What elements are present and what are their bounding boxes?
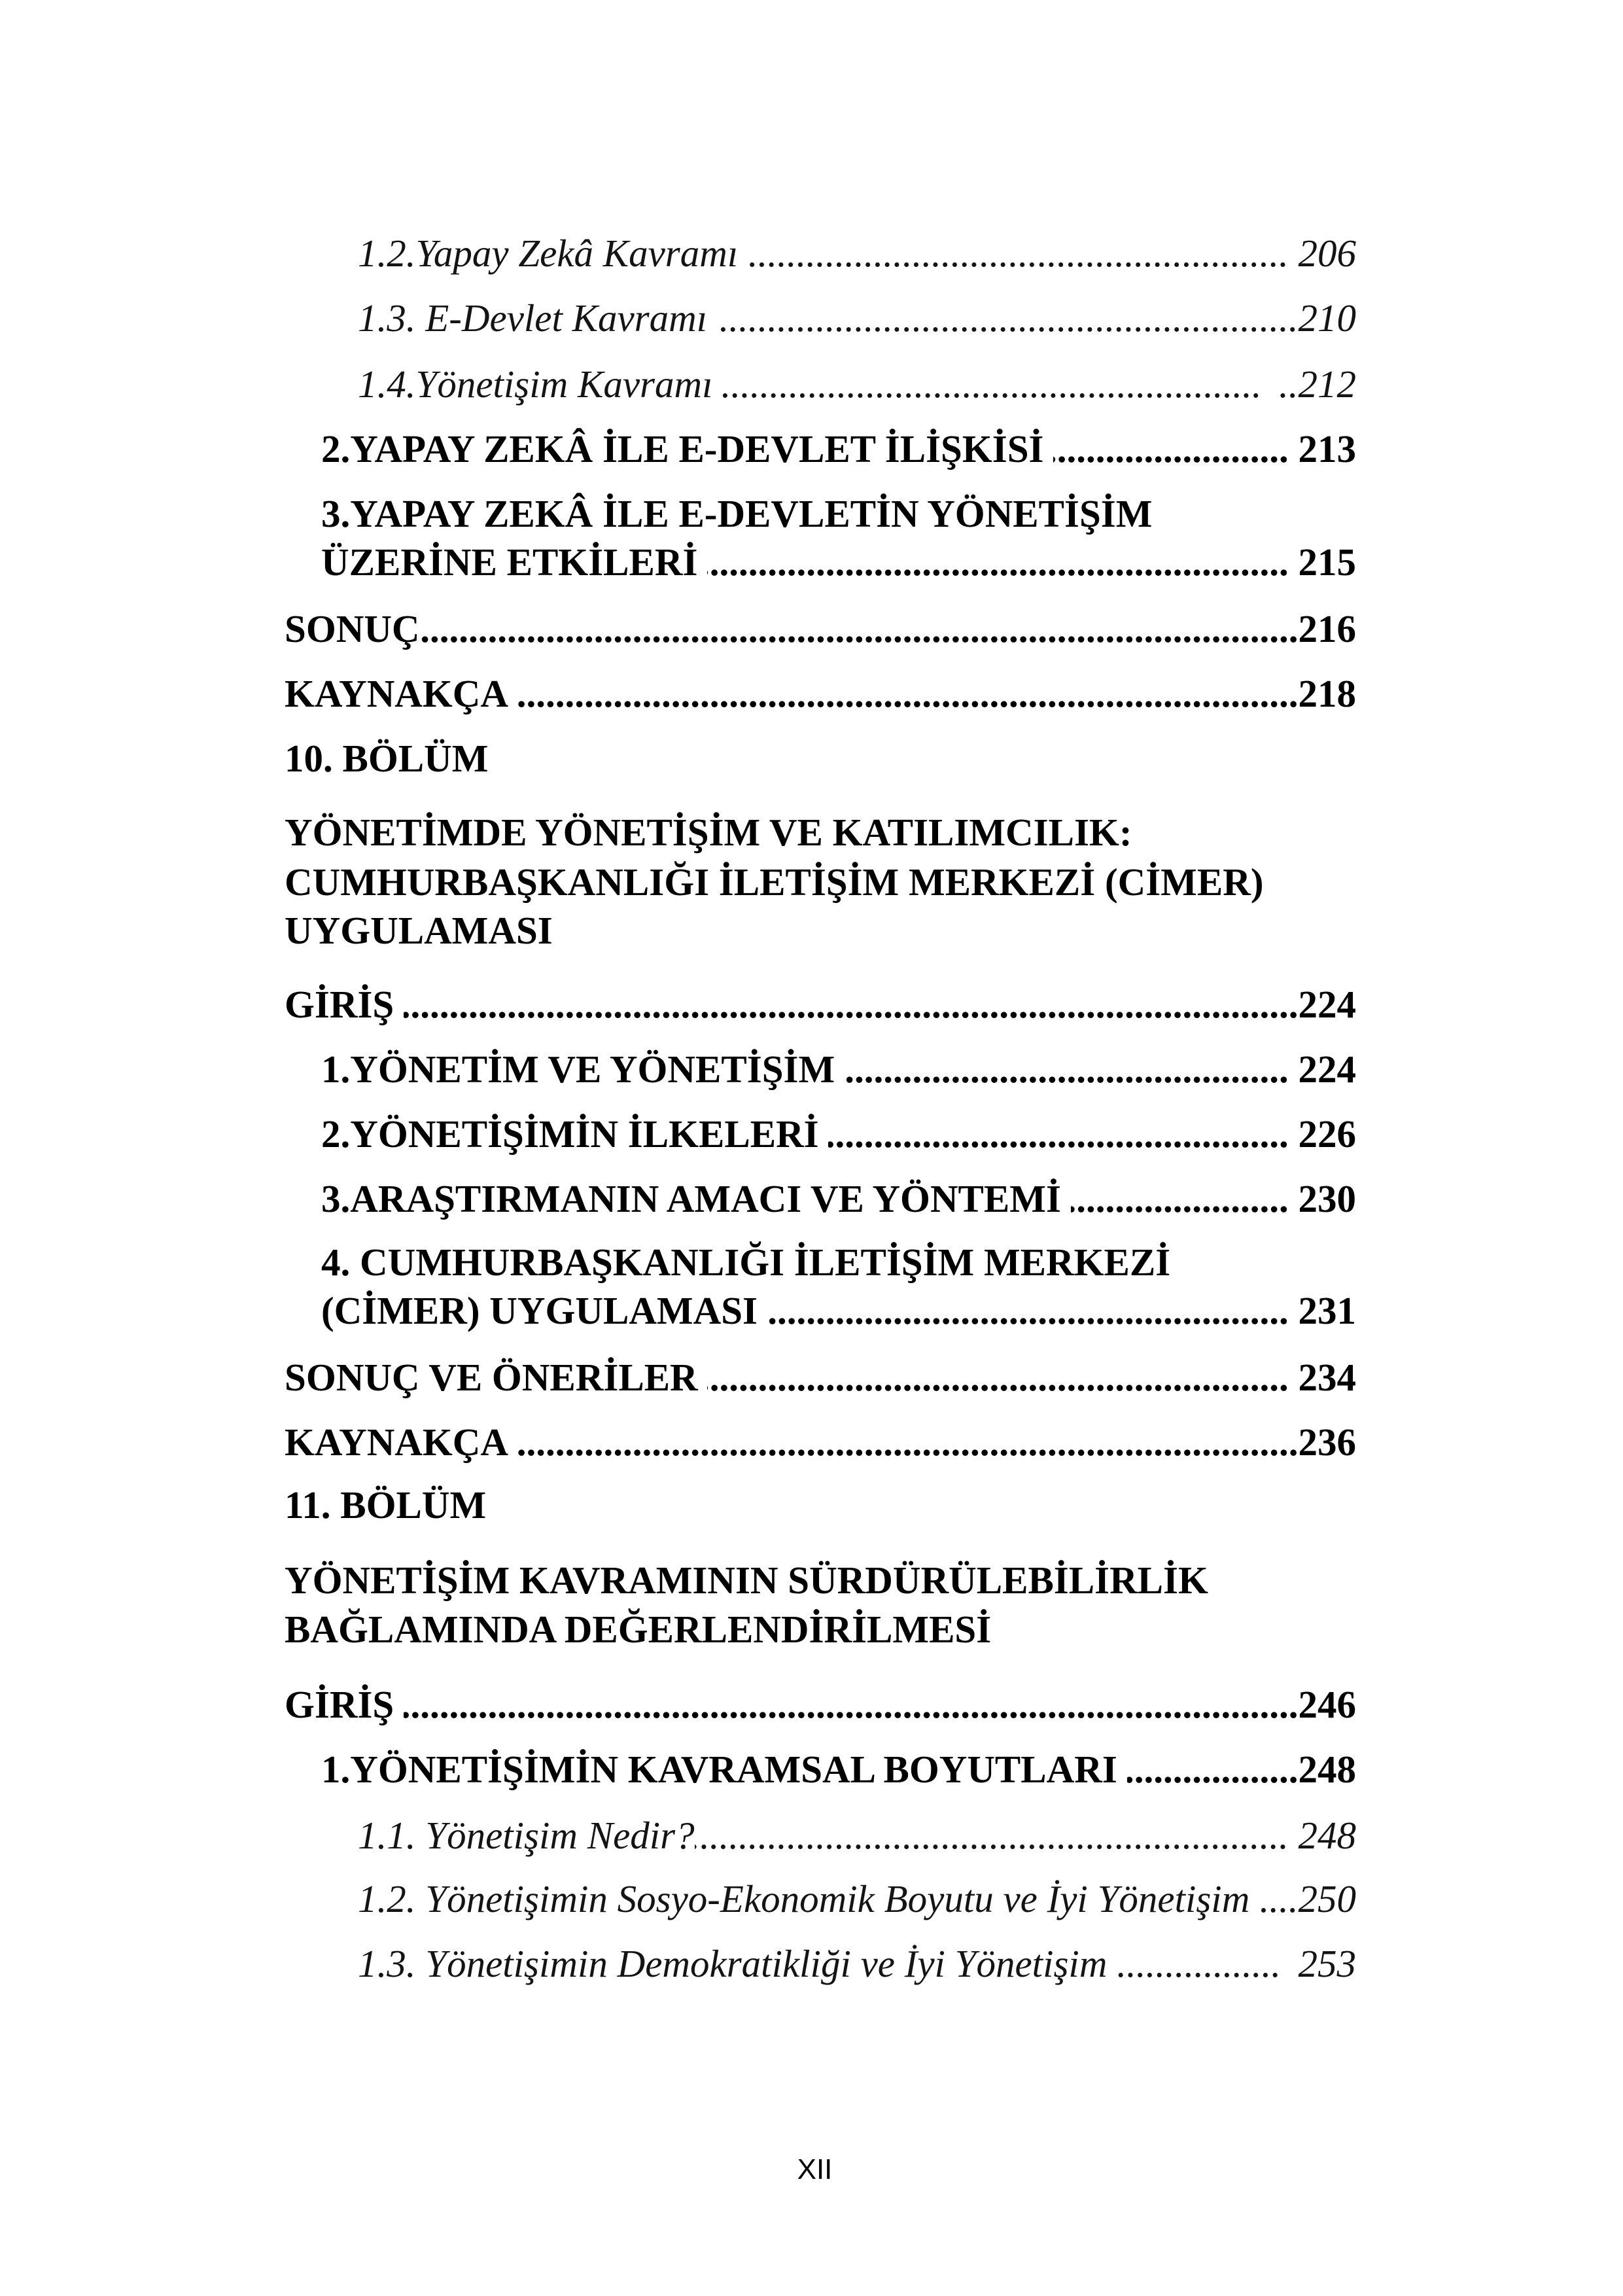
toc-leader — [1053, 425, 1289, 474]
chapter-title-line — [285, 1556, 1356, 1605]
toc-entry-page: 248 — [1298, 1748, 1356, 1791]
toc-entry — [321, 1110, 1356, 1159]
toc-entry — [358, 360, 1356, 409]
toc-entry-page: 236 — [1298, 1421, 1356, 1464]
toc-entry-page: 216 — [1298, 607, 1356, 650]
toc-leader — [695, 1811, 1289, 1860]
toc-entry — [285, 1680, 1356, 1729]
toc-leader — [420, 605, 1299, 654]
toc-entry-page: 213 — [1298, 427, 1356, 470]
page-number: XII — [797, 2153, 833, 2185]
toc-entry — [358, 1811, 1356, 1860]
toc-entry-page: 224 — [1298, 983, 1356, 1026]
toc-leader — [707, 538, 1289, 587]
chapter-title-line — [285, 906, 1356, 955]
toc-entry-title: GİRİŞ — [285, 1683, 394, 1726]
toc-leader — [717, 294, 1299, 343]
toc-entry-title: 1.1. Yönetişim Nedir? — [358, 1814, 695, 1857]
toc-entry-title: 2.YAPAY ZEKÂ İLE E-DEVLET İLİŞKİSİ — [321, 427, 1044, 470]
toc-entry — [321, 1045, 1356, 1094]
toc-entry — [285, 605, 1356, 654]
toc-leader — [1117, 1939, 1281, 1988]
toc-entry-title: 3.ARAŞTIRMANIN AMACI VE YÖNTEMİ — [321, 1177, 1061, 1220]
toc-entry — [321, 1745, 1356, 1794]
chapter-label — [285, 1481, 1356, 1530]
toc-entry-title: 1.YÖNETİM VE YÖNETİŞİM — [321, 1048, 835, 1091]
toc-entry-title: (CİMER) UYGULAMASI — [321, 1289, 758, 1332]
toc-entry-page: 215 — [1298, 540, 1356, 584]
toc-entry-title: 1.3. Yönetişimin Demokratikliği ve İyi Yönetişim — [358, 1942, 1108, 1985]
chapter-title-text: YÖNETİMDE YÖNETİŞİM VE KATILIMCILIK: — [285, 811, 1132, 854]
toc-entry-page: 246 — [1298, 1683, 1356, 1726]
chapter-title-text: CUMHURBAŞKANLIĞI İLETİŞİM MERKEZİ (CİMER) — [285, 860, 1264, 904]
toc-entry-title: ÜZERİNE ETKİLERİ — [321, 540, 698, 584]
toc-entry — [321, 1286, 1356, 1335]
toc-entry — [285, 669, 1356, 718]
toc-leader — [1259, 1875, 1298, 1924]
toc-entry — [321, 425, 1356, 474]
toc-entry-page: 206 — [1298, 232, 1356, 275]
toc-leader — [828, 1110, 1288, 1159]
toc-entry-title: GİRİŞ — [285, 983, 394, 1026]
toc-entry — [358, 1875, 1356, 1924]
toc-entry — [321, 538, 1356, 587]
chapter-title-text: UYGULAMASI — [285, 909, 553, 952]
toc-entry-title: SONUÇ — [285, 607, 420, 650]
toc-entry-title: 1.2. Yönetişimin Sosyo-Ekonomik Boyutu ve İyi Yönetişim — [358, 1877, 1250, 1920]
toc-entry-page: 230 — [1298, 1177, 1356, 1220]
toc-leader — [518, 1418, 1299, 1467]
toc-leader — [518, 669, 1299, 718]
toc-leader — [404, 980, 1299, 1029]
toc-leader — [722, 360, 1261, 409]
toc-leader — [767, 1286, 1289, 1335]
toc-entry — [358, 1939, 1356, 1988]
chapter-title-text: BAĞLAMINDA DEĞERLENDİRİLMESİ — [285, 1608, 992, 1651]
chapter-label-text: 11. BÖLÜM — [285, 1483, 487, 1527]
toc-entry-page: 248 — [1298, 1814, 1356, 1857]
toc-entry-title: 1.2.Yapay Zekâ Kavramı — [358, 232, 739, 275]
toc-leader — [1071, 1174, 1289, 1224]
toc-entry-title: KAYNAKÇA — [285, 1421, 509, 1464]
chapter-label-text: 10. BÖLÜM — [285, 737, 489, 780]
chapter-title-line — [285, 808, 1356, 857]
toc-entry-page: 231 — [1298, 1289, 1356, 1332]
toc-entry-page: 210 — [1298, 296, 1356, 340]
toc-leader — [845, 1045, 1289, 1094]
chapter-title-line — [285, 1605, 1356, 1654]
toc-entry — [358, 294, 1356, 343]
toc-entry-title: 4. CUMHURBAŞKANLIĞI İLETİŞİM MERKEZİ — [321, 1241, 1171, 1284]
toc-entry-first-line — [321, 489, 1356, 539]
chapter-title-text: YÖNETİŞİM KAVRAMININ SÜRDÜRÜLEBİLİRLİK — [285, 1559, 1208, 1602]
toc-entry-title: 1.3. E-Devlet Kavramı — [358, 296, 708, 340]
toc-entry-title: 2.YÖNETİŞİMİN İLKELERİ — [321, 1112, 819, 1156]
toc-entry-page: 218 — [1298, 672, 1356, 715]
toc-entry — [285, 1418, 1356, 1467]
toc-entry-title: KAYNAKÇA — [285, 672, 509, 715]
toc-leader — [748, 229, 1289, 278]
toc-entry — [285, 980, 1356, 1029]
toc-entry-title: 1.YÖNETİŞİMİN KAVRAMSAL BOYUTLARI — [321, 1748, 1117, 1791]
toc-entry-page: .. 212 — [1279, 360, 1356, 409]
toc-entry-page: 253 — [1298, 1942, 1356, 1985]
toc-entry-page: 234 — [1298, 1356, 1356, 1399]
toc-entry-page: 224 — [1298, 1048, 1356, 1091]
toc-entry — [285, 1353, 1356, 1402]
chapter-label — [285, 734, 1356, 783]
toc-entry-title: 3.YAPAY ZEKÂ İLE E-DEVLETİN YÖNETİŞİM — [321, 492, 1153, 535]
toc-entry — [358, 229, 1356, 278]
toc-entry-page: 226 — [1298, 1112, 1356, 1156]
toc-leader — [1127, 1745, 1299, 1794]
toc-entry — [321, 1174, 1356, 1224]
toc-entry-title: SONUÇ VE ÖNERİLER — [285, 1356, 698, 1399]
toc-leader — [707, 1353, 1288, 1402]
chapter-title-line — [285, 858, 1356, 907]
toc-entry-title: 1.4.Yönetişim Kavramı — [358, 362, 713, 406]
toc-entry-first-line — [321, 1238, 1356, 1287]
toc-leader — [404, 1680, 1299, 1729]
toc-entry-page: 250 — [1298, 1877, 1356, 1920]
